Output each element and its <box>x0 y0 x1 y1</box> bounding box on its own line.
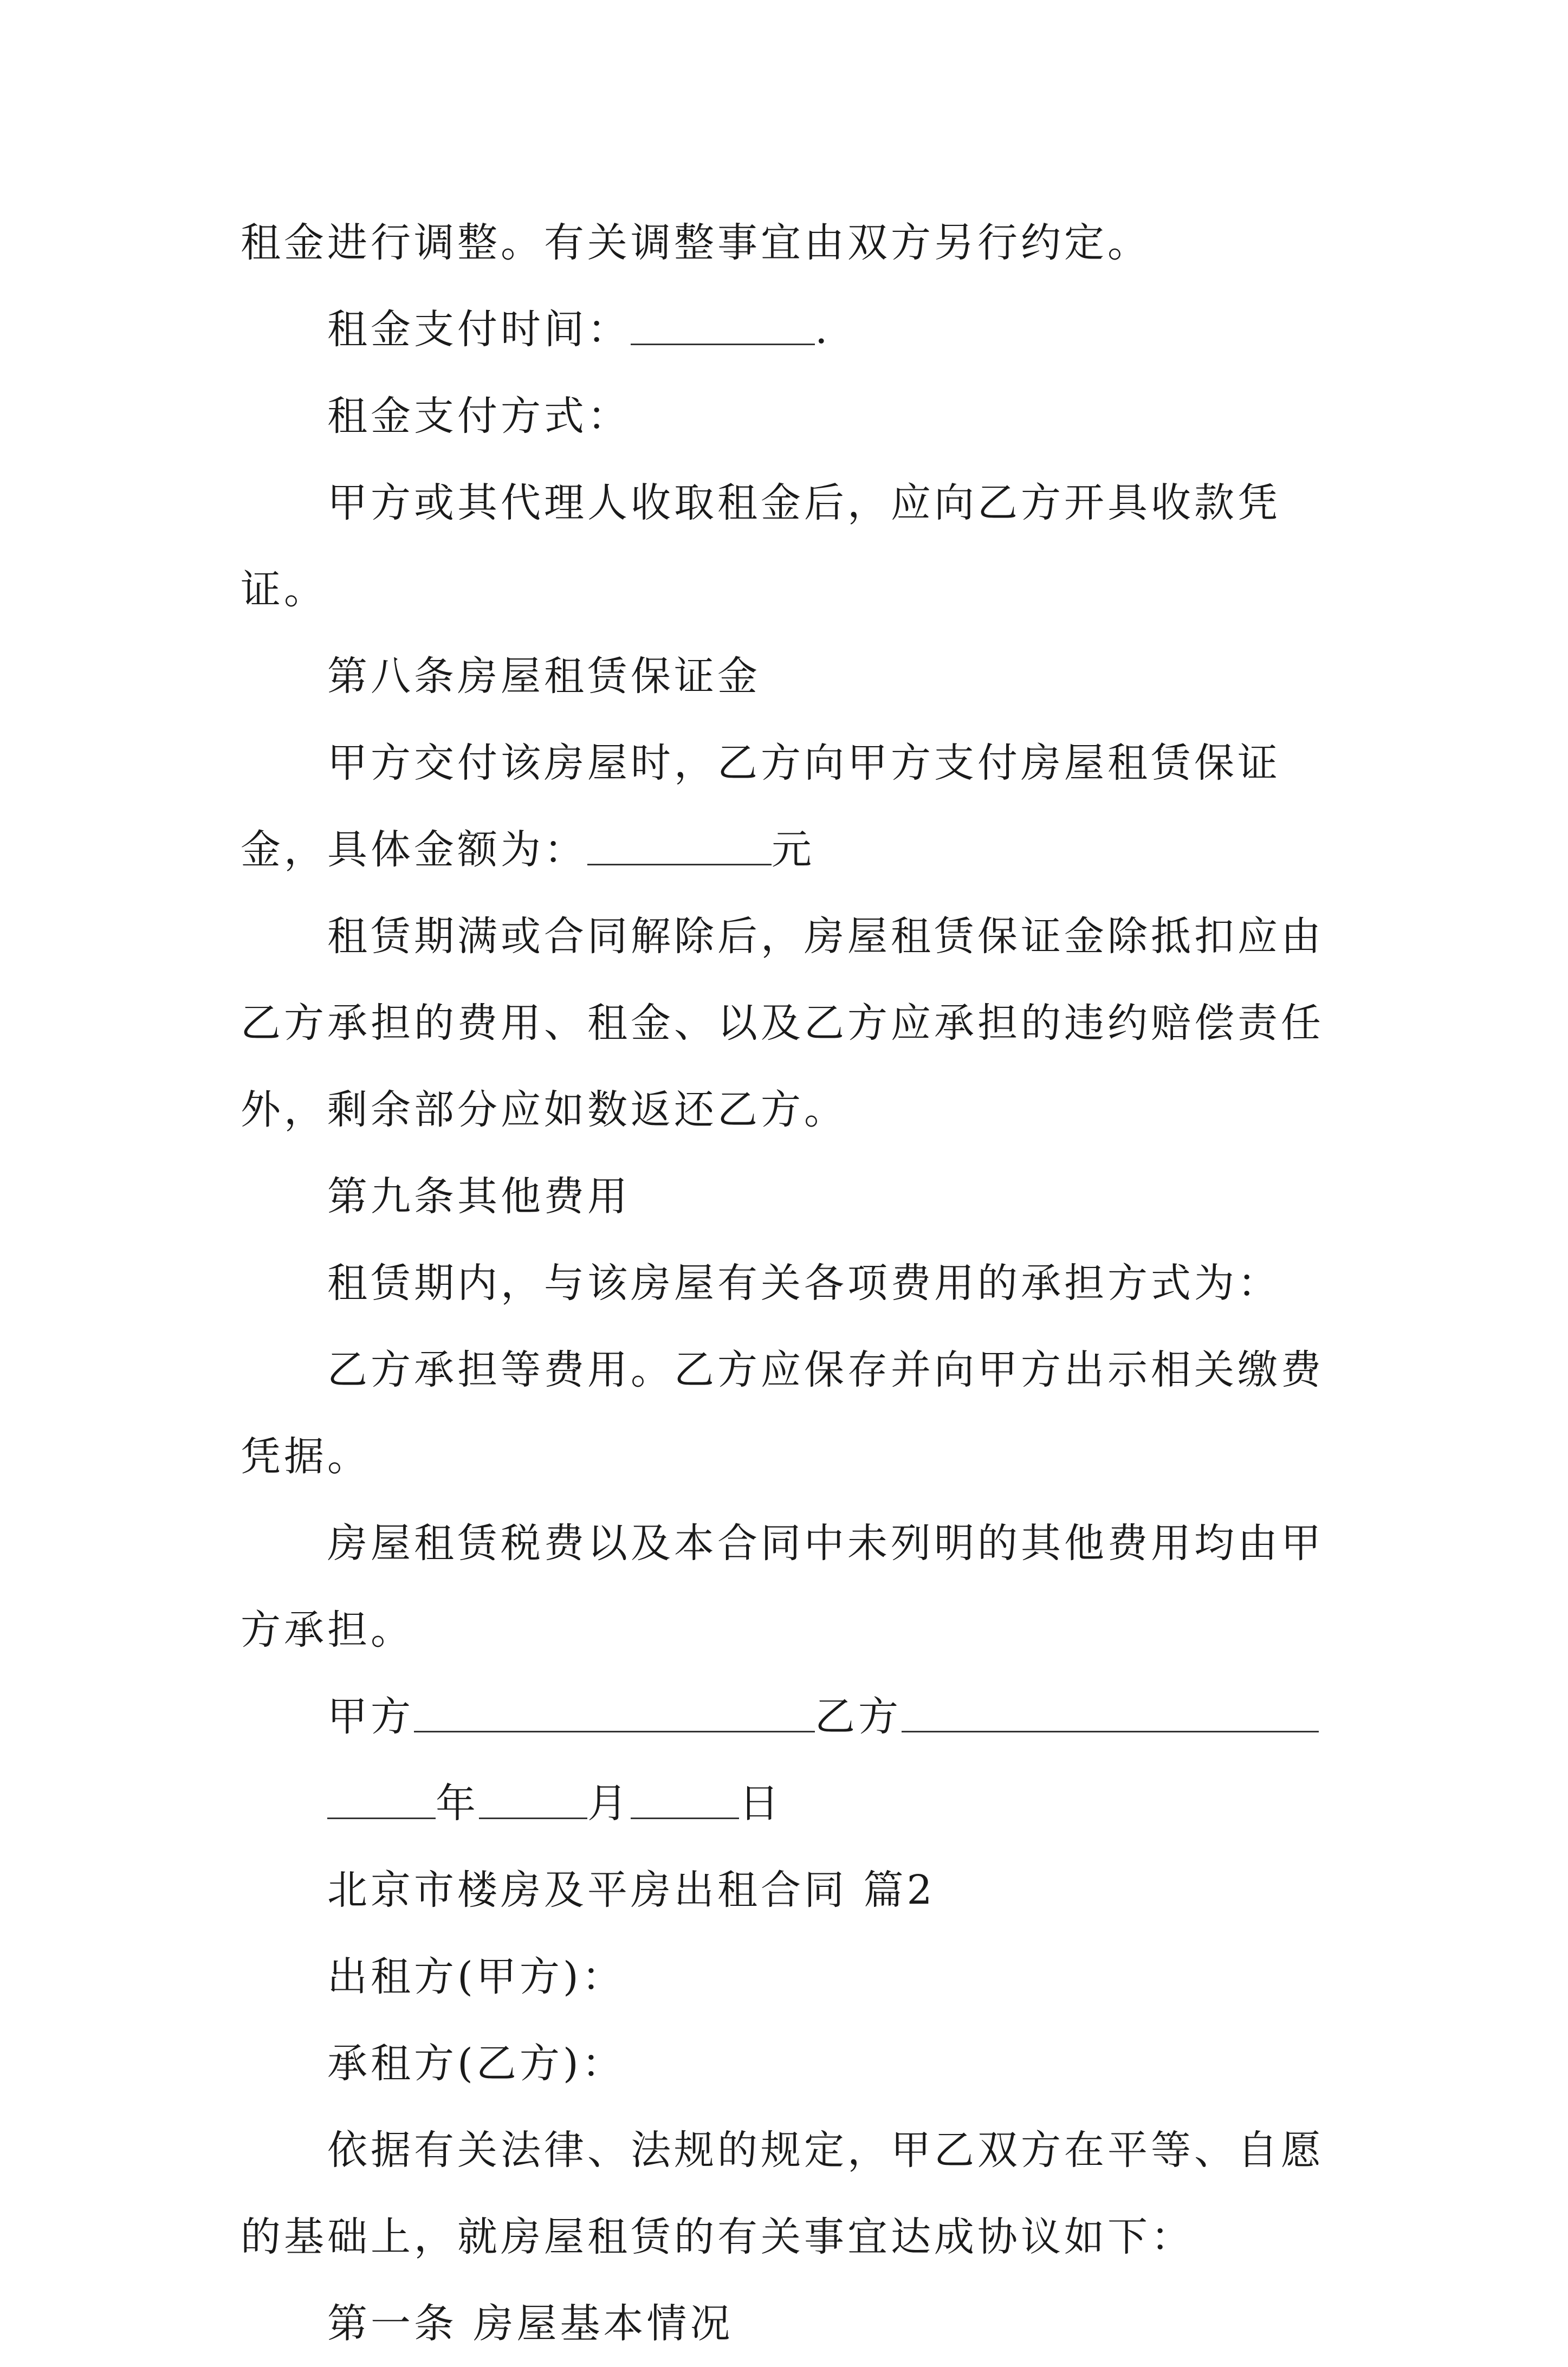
deposit-clause <box>241 720 1346 893</box>
document-body <box>241 199 1346 2367</box>
year-blank <box>327 1780 436 1819</box>
lessee-label: 承租方(乙方)： <box>327 2040 625 2087</box>
lessor-label: 出租方(甲方)： <box>327 1954 625 2000</box>
receipt-clause: 甲方或其代理人收取租金后，应向乙方开具收款凭证。 <box>241 480 1281 613</box>
rent-pay-method-line: 租金支付方式： <box>327 393 631 439</box>
deposit-unit: 元 <box>772 826 815 873</box>
deposit-amount-blank <box>587 826 772 865</box>
article-1-title: 第一条 房屋基本情况 <box>327 2300 734 2347</box>
date-year-label: 年 <box>436 1780 479 1827</box>
fees-clause: 租赁期内，与该房屋有关各项费用的承担方式为： <box>327 1260 1281 1307</box>
rent-adjust-line: 租金进行调整。有关调整事宜由双方另行约定。 <box>241 219 1151 266</box>
party-b-label: 乙方 <box>815 1693 902 1740</box>
deposit-return-clause: 租赁期满或合同解除后，房屋租赁保证金除抵扣应由乙方承担的费用、租金、以及乙方应承担的违约赔偿责任外，剩余部分应如数返还乙方。 <box>241 913 1324 1133</box>
deposit-clause-text: 甲方交付该房屋时，乙方向甲方支付房屋租赁保证金，具体金额为： <box>241 740 1281 873</box>
party-b-blank <box>902 1693 1319 1732</box>
rent-pay-time-label: 租金支付时间： <box>327 306 631 353</box>
tax-clause: 房屋租赁税费以及本合同中未列明的其他费用均由甲方承担。 <box>241 1520 1324 1653</box>
article-9-title: 第九条其他费用 <box>327 1173 631 1220</box>
party-a-label: 甲方 <box>327 1693 414 1740</box>
contract-2-title: 北京市楼房及平房出租合同 篇2 <box>327 1867 936 1913</box>
party-a-blank <box>414 1693 815 1732</box>
month-blank <box>479 1780 587 1819</box>
rent-pay-time-end: . <box>815 306 831 353</box>
basis-clause: 依据有关法律、法规的规定，甲乙双方在平等、自愿的基础上，就房屋租赁的有关事宜达成协议如下： <box>241 2127 1324 2260</box>
rent-pay-time-blank <box>631 306 815 345</box>
date-line <box>241 1760 1346 1847</box>
article-8-title: 第八条房屋租赁保证金 <box>327 653 761 700</box>
date-day-label: 日 <box>739 1780 782 1827</box>
signature-line <box>241 1673 1346 1760</box>
tenant-fees-clause: 乙方承担等费用。乙方应保存并向甲方出示相关缴费凭据。 <box>241 1347 1324 1480</box>
day-blank <box>631 1780 739 1819</box>
rent-pay-time-line <box>241 286 1346 373</box>
date-month-label: 月 <box>587 1780 631 1827</box>
